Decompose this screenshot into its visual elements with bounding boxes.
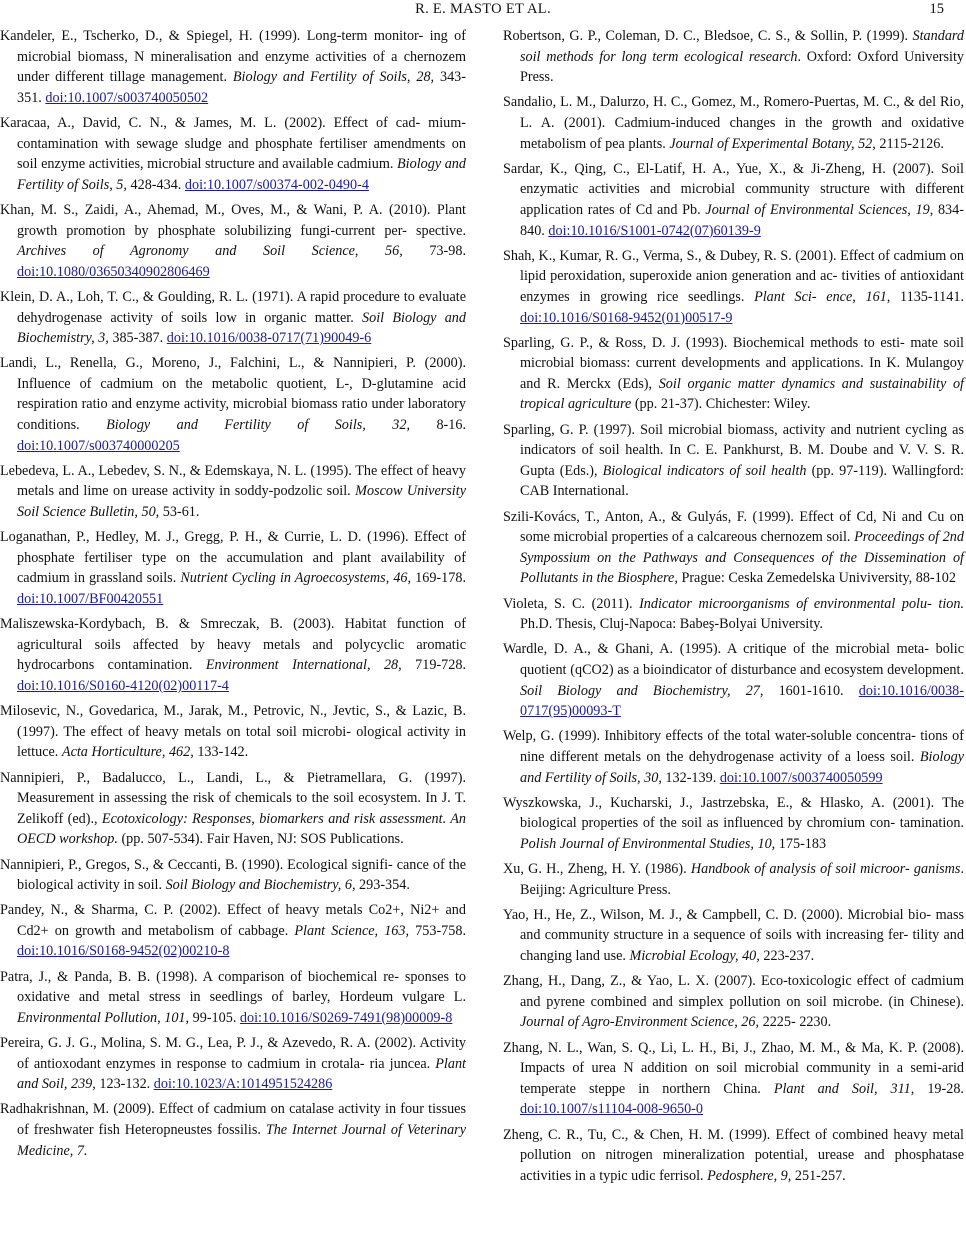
reference-source: The Internet Journal of Veterinary Medicine, 7. [17, 1122, 466, 1159]
page-header [0, 0, 966, 22]
reference-entry [503, 92, 964, 154]
reference-entry [0, 200, 466, 282]
reference-pages: 73-98. [402, 243, 466, 260]
reference-entry [0, 1033, 466, 1095]
reference-pages: 385-387. [108, 330, 167, 347]
reference-pages: (pp. 507-534). Fair Haven, NJ: SOS Publications. [117, 831, 404, 848]
reference-pages: 2115-2126. [875, 135, 944, 152]
reference-pages: 1601-1610. [763, 682, 859, 699]
reference-entry [0, 287, 466, 349]
reference-text: Sparling, G. P., & Ross, D. J. (1993). Biochemical methods to esti- mate soil microbial biomass: current developments and applications. In K. Mulangoy and R. Merckx (Eds), [503, 334, 964, 392]
reference-entry [503, 159, 964, 241]
reference-entry [0, 527, 466, 609]
reference-source: Ecotoxicology: Responses, biomarkers and risk assessment. An OECD workshop. [17, 810, 466, 848]
reference-pages: 293-354. [355, 877, 410, 894]
reference-source: Acta Horticulture, 462, [61, 744, 194, 761]
reference-entry [0, 614, 466, 696]
reference-source: Polish Journal of Environmental Studies, 10, [520, 835, 776, 852]
reference-source: Archives of Agronomy and Soil Science, 56, [17, 243, 403, 260]
reference-source: Plant and Soil, 239, [17, 1055, 466, 1093]
reference-text: Violeta, S. C. (2011). [503, 595, 640, 612]
reference-text: Karacaa, A., David, C. N., & James, M. L. (2002). Effect of cad- mium-contamination with sewage sludge and phosphate fertiliser amendments on soil enzyme activities, microbial structure and available cadmium. [0, 114, 466, 173]
reference-source: Soil Biology and Biochemistry, 6, [165, 877, 356, 894]
reference-source: Biological indicators of soil health [602, 462, 807, 479]
reference-pages: , Prague: Ceska Zemedelska Univiversity, 88-102 [674, 570, 956, 587]
reference-source: Environment International, 28, [205, 657, 402, 674]
reference-entry [503, 26, 964, 88]
reference-text: Welp, G. (1999). Inhibitory effects of the total water-soluble concentra- tions of nine different metals on the dehydrogenase activity of a loess soil. [503, 728, 964, 765]
reference-pages: 133-142. [193, 744, 249, 761]
reference-entry [0, 701, 466, 763]
reference-pages: Ph.D. Thesis, Cluj-Napoca: Babeş-Bolyai University. [520, 616, 824, 633]
reference-pages: 99-105. [189, 1009, 240, 1026]
reference-text: Zheng, C. R., Tu, C., & Chen, H. M. (1999). Effect of combined heavy metal pollution on nitrogen mineralization potential, urease and phosphatase activities in a typic udic ferrisol. [503, 1126, 964, 1184]
reference-entry [503, 859, 964, 900]
reference-pages: 132-139. [661, 769, 720, 786]
doi-link[interactable]: doi:10.1023/A:1014951524286 [153, 1076, 333, 1093]
reference-pages: . Beijing: Agriculture Press. [520, 861, 964, 898]
reference-entry [0, 855, 466, 896]
reference-entry [0, 1099, 466, 1161]
reference-text: Lebedeva, L. A., Lebedev, S. N., & Edemskaya, N. L. (1995). The effect of heavy metals and lime on urease activity in soddy-podzolic soil. [0, 462, 466, 500]
reference-text: Nannipieri, P., Badalucco, L., Landi, L., & Pietramellara, G. (1997). Measurement in assessing the risk of chemicals to the soil ecosystem. In J. T. Zelikoff (ed)., [0, 769, 466, 827]
doi-link[interactable]: doi:10.1016/0038-0717(95)00093-T [520, 682, 964, 720]
reference-entry [503, 1038, 964, 1120]
reference-entry [0, 768, 466, 850]
reference-pages: 8-16. [410, 417, 466, 434]
reference-source: Proceedings of 2nd Sympossium on the Pathways and Consequences of the Dissemination of Pollutants in the Biosphere [520, 529, 964, 587]
reference-entry [503, 905, 964, 967]
doi-link[interactable]: doi:10.1016/0038-0717(71)90049-6 [166, 330, 372, 347]
reference-text: Landi, L., Renella, G., Moreno, J., Falchini, L., & Nannipieri, P. (2000). Influence of cadmium on the metabolic quotient, L-, D-glutamine acid respiration ratio and enzyme activity, microbial biomass ratio under laboratory conditions. [0, 355, 466, 434]
doi-link[interactable]: doi:10.1007/BF00420551 [17, 591, 164, 607]
reference-pages: (pp. 21-37). Chichester: Wiley. [631, 396, 811, 413]
reference-entry [503, 639, 964, 721]
reference-text: Patra, J., & Panda, B. B. (1998). A comparison of biochemical re- sponses to oxidative and metal stress in seedlings of barley, Hordeum vulgare L. [0, 968, 466, 1006]
reference-entry [503, 594, 964, 635]
reference-text: Yao, H., He, Z., Wilson, M. J., & Campbell, C. D. (2000). Microbial bio- mass and community structure in a sequence of soils with increasing fer- tility and changing land use. [503, 906, 964, 965]
reference-pages: 1135-1141. [890, 288, 965, 305]
reference-text: Sandalio, L. M., Dalurzo, H. C., Gomez, M., Romero-Puertas, M. C., & del Rio, L. A. (2001). Cadmium-induced changes in the growth and oxidative metabolism of pea plants. [503, 94, 964, 152]
reference-entry [0, 900, 466, 962]
doi-link[interactable]: doi:10.1007/s003740050502 [45, 89, 209, 106]
reference-entry [503, 420, 964, 502]
reference-source: Nutrient Cycling in Agroecosystems, 46, [180, 570, 412, 587]
page-number: 15 [929, 1, 944, 17]
reference-source: Environmental Pollution, 101, [17, 1009, 190, 1026]
reference-entry [0, 967, 466, 1029]
reference-entry [503, 507, 964, 589]
reference-entry [503, 726, 964, 788]
reference-pages: 2225- 2230. [759, 1014, 832, 1031]
reference-entry [503, 1125, 964, 1187]
doi-link[interactable]: doi:10.1016/S0269-7491(98)00009-8 [239, 1009, 453, 1026]
reference-entry [0, 26, 466, 108]
reference-entry [503, 971, 964, 1033]
reference-column-left [0, 26, 466, 1166]
reference-pages: 175-183 [775, 835, 827, 852]
reference-entry [0, 353, 466, 456]
reference-source: Soil Biology and Biochemistry, 27, [520, 682, 764, 699]
reference-pages: 223-237. [759, 948, 815, 965]
doi-link[interactable]: doi:10.1007/s003740050599 [719, 769, 883, 786]
reference-text: Milosevic, N., Govedarica, M., Jarak, M., Petrovic, N., Jevtic, S., & Lazic, B. (1997). The effect of heavy metals on total soil microbi- ological activity in lettuce. [0, 703, 466, 761]
reference-text: Sardar, K., Qing, C., El-Latif, H. A., Yue, X., & Ji-Zheng, H. (2007). Soil enzymatic activities and microbial community structure with different application rates of Cd and Pb. [503, 160, 964, 218]
reference-pages: 169-178. [411, 570, 466, 587]
reference-text: Klein, D. A., Loh, T. C., & Goulding, R. L. (1971). A rapid procedure to evaluate dehydrogenase activity of soils low in organic matter. [0, 288, 466, 326]
reference-source: Plant Sci- ence, 161, [754, 288, 891, 305]
reference-entry [503, 246, 964, 328]
reference-column-right [503, 26, 964, 1191]
reference-source: Microbial Ecology, 40, [629, 948, 760, 965]
reference-text: Khan, M. S., Zaidi, A., Ahemad, M., Oves, M., & Wani, P. A. (2010). Plant growth promotion by phosphate solubilizing fungi-current per- spective. [0, 201, 466, 239]
reference-text: Kandeler, E., Tscherko, D., & Spiegel, H. (1999). Long-term monitor- ing of microbial biomass, N mineralisation and enzyme activities of a chernozem under different tillage management. [0, 28, 466, 86]
reference-text: Wyszkowska, J., Kucharski, J., Jastrzebska, E., & Hlasko, A. (2001). The biological properties of the soil as influenced by chromium con- tamination. [503, 794, 964, 832]
running-title: R. E. MASTO ET AL. [415, 1, 551, 17]
reference-text: Wardle, D. A., & Ghani, A. (1995). A critique of the microbial meta- bolic quotient (qCO2) as a bioindicator of disturbance and ecosystem development. [503, 641, 964, 678]
reference-source: Plant Science, 163, [294, 922, 410, 939]
doi-link[interactable]: doi:10.1016/S0160-4120(02)00117-4 [17, 677, 229, 694]
reference-text: Radhakrishnan, M. (2009). Effect of cadmium on catalase activity in four tissues of freshwater fish Heteropneustes fossilis. [0, 1101, 466, 1138]
reference-text: Xu, G. H., Zheng, H. Y. (1986). [503, 861, 691, 878]
reference-source: Biology and Fertility of Soils, 28, [232, 69, 435, 86]
reference-pages: 753-758. [409, 922, 466, 939]
reference-source: Journal of Agro-Environment Science, 26, [520, 1014, 760, 1031]
reference-source: Soil Biology and Biochemistry, 3, [17, 309, 466, 347]
reference-source: Pedosphere, 9, [707, 1167, 792, 1184]
reference-entry [0, 461, 466, 523]
reference-source: Handbook of analysis of soil microor- ganisms [690, 861, 961, 878]
reference-pages: 251-257. [791, 1167, 846, 1184]
reference-text: Pandey, N., & Sharma, C. P. (2002). Effect of heavy metals Co2+, Ni2+ and Cd2+ on growth and metabolism of cabbage. [0, 902, 466, 939]
reference-source: Moscow University Soil Science Bulletin, 50, [17, 483, 466, 521]
reference-pages: 834-840. [520, 201, 964, 239]
reference-text: Pereira, G. J. G., Molina, S. M. G., Lea, P. J., & Azevedo, R. A. (2002). Activity of antioxodant enzymes in response to cadmium in crotala- ria juncea. [0, 1035, 466, 1072]
reference-text: Loganathan, P., Hedley, M. J., Gregg, P. H., & Currie, L. D. (1996). Effect of phosphate fertiliser type on the accumulation and plant availability of cadmium in grassland soils. [0, 529, 466, 587]
reference-pages: . Oxford: Oxford University Press. [520, 48, 964, 86]
reference-text: Zhang, H., Dang, Z., & Yao, L. X. (2007). Eco-toxicologic effect of cadmium and pyrene combined and simplex pollution on soil microbe. (in Chinese). [503, 973, 964, 1010]
reference-source: Biology and Fertility of Soils, 5, [17, 156, 466, 193]
reference-pages: 19-28. [914, 1080, 964, 1097]
reference-pages: 123-132. [95, 1076, 154, 1093]
reference-source: Soil organic matter dynamics and sustainability of tropical agriculture [520, 375, 964, 413]
reference-text: Shah, K., Kumar, R. G., Verma, S., & Dubey, R. S. (2001). Effect of cadmium on lipid peroxidation, superoxide anion generation and ac- tivities of antioxidant enzymes in growing rice seedlings. [503, 247, 964, 305]
reference-source: Journal of Experimental Botany, 52, [669, 135, 876, 152]
reference-text: Szili-Kovács, T., Anton, A., & Gulyás, F. (1999). Effect of Cd, Ni and Cu on some microbial properties of a calcareous chernozem soil. [503, 508, 964, 546]
reference-entry [503, 793, 964, 855]
reference-pages: 343-351. [17, 69, 466, 106]
doi-link[interactable]: doi:10.1080/03650340902806469 [17, 263, 210, 280]
reference-text: Nannipieri, P., Gregos, S., & Ceccanti, B. (1990). Ecological signifi- cance of the biological activity in soil. [0, 856, 466, 894]
reference-text: Zhang, N. L., Wan, S. Q., Li, L. H., Bi, J., Zhao, M. M., & Ma, K. P. (2008). Impacts of urea N addition on soil microbial community in a semi-arid temperate steppe in northern China. [503, 1039, 964, 1097]
doi-link[interactable]: doi:10.1016/S0168-9452(02)00210-8 [17, 943, 230, 960]
reference-pages: (pp. 97-119). Wallingford: CAB International. [520, 462, 964, 500]
reference-source: Journal of Environmental Sciences, 19, [705, 201, 934, 218]
reference-source: Standard soil methods for long term ecological research [520, 28, 964, 65]
doi-link[interactable]: doi:10.1007/s00374-002-0490-4 [184, 176, 369, 193]
reference-source: Biology and Fertility of Soils, 30, [520, 748, 964, 786]
reference-entry [503, 333, 964, 415]
reference-text: Robertson, G. P., Coleman, D. C., Bledsoe, C. S., & Sollin, P. (1999). [503, 28, 913, 44]
reference-source: Indicator microorganisms of environmental polu- tion. [639, 595, 964, 612]
doi-link[interactable]: doi:10.1016/S0168-9452(01)00517-9 [520, 309, 733, 326]
reference-source: Biology and Fertility of Soils, 32, [106, 417, 411, 434]
reference-text: Maliszewska-Kordybach, B. & Smreczak, B. (2003). Habitat function of agricultural soils affected by heavy metals and polycyclic aromatic hydrocarbons contamination. [0, 616, 466, 674]
doi-link[interactable]: doi:10.1007/s11104-008-9650-0 [520, 1101, 703, 1118]
reference-text: Sparling, G. P. (1997). Soil microbial biomass, activity and nutrient cycling as indicators of soil health. In C. E. Pankhurst, B. M. Doube and V. V. S. R. Gupta (Eds.), [503, 421, 964, 479]
reference-source: Plant and Soil, 311, [773, 1080, 915, 1097]
reference-entry [0, 113, 466, 195]
reference-pages: 719-728. [401, 657, 466, 674]
reference-pages: 428-434. [126, 176, 185, 193]
doi-link[interactable]: doi:10.1016/S1001-0742(07)60139-9 [548, 222, 761, 239]
reference-pages: 53-61. [159, 504, 200, 521]
doi-link[interactable]: doi:10.1007/s003740000205 [17, 437, 180, 454]
